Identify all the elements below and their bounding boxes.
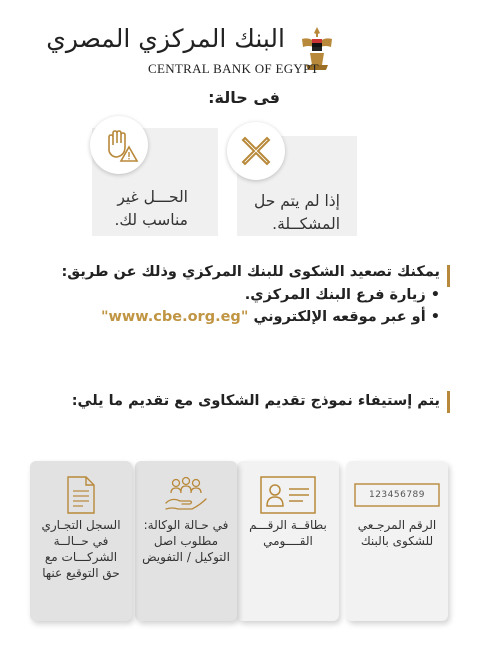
card-text-line: مطلوب اصل (153, 534, 219, 548)
cbe-website-link[interactable]: "www.cbe.org.eg" (100, 309, 249, 325)
card-text-line: في حـالة الوكالة: (143, 518, 229, 532)
bank-name-arabic: البنك المركزي المصري (46, 24, 285, 53)
bullet-text: زيارة فرع البنك المركزي. (244, 287, 426, 303)
requirements-section (72, 393, 440, 409)
card-text-line: السجل التجـاري (41, 518, 121, 532)
case-text-unsuitable (114, 186, 188, 232)
requirement-card-national-id (237, 461, 339, 621)
requirement-card-reference (346, 461, 448, 621)
bullet-text: أو عبر موقعه الإلكتروني (253, 309, 426, 325)
card-text-line: التوكيل / التفويض (142, 550, 230, 564)
card-text-line: الرقم المرجـعي (357, 518, 437, 532)
escalation-heading: يمكنك تصعيد الشكوى للبنك المركزي وذلك عن طريق: (61, 264, 440, 280)
card-text-line: حق التوقيع عنها (42, 566, 120, 580)
hand-warning-icon (99, 125, 139, 165)
card-text (350, 517, 444, 549)
header (0, 0, 480, 85)
case-text-line: مناسب لك. (114, 211, 188, 229)
requirement-card-power-of-attorney (135, 461, 237, 621)
case-text-line: المشكــلة. (272, 215, 340, 233)
bullet-dot: • (425, 287, 440, 303)
card-text (139, 517, 233, 565)
card-icon-wrap (30, 471, 132, 519)
card-icon-wrap (237, 471, 339, 519)
requirement-card-commercial-register (30, 461, 132, 621)
document-icon (64, 475, 98, 515)
escalation-section (62, 264, 441, 328)
requirements-heading: يتم إستيفاء نموذج تقديم الشكاوى مع تقديم ما يلي: (71, 393, 440, 409)
reference-number-text: 123456789 (368, 490, 426, 500)
case-text-line: إذا لم يتم حل (254, 192, 340, 210)
case-icon-circle (90, 116, 148, 174)
card-icon-wrap (346, 471, 448, 519)
card-icon-wrap (135, 471, 237, 519)
card-text-line: في حــالــة (53, 534, 109, 548)
escalation-bullet (62, 306, 441, 328)
bank-name-english: CENTRAL BANK OF EGYPT (148, 61, 319, 76)
card-text-line: للشكوى بالبنك (360, 534, 434, 548)
case-icon-circle (227, 122, 285, 180)
x-mark-icon (239, 134, 273, 168)
section-accent-bar (447, 265, 450, 287)
card-text (241, 517, 335, 549)
section-accent-bar (447, 391, 450, 413)
escalation-bullet (62, 284, 441, 306)
card-text-line: الشركـــات مع (44, 550, 118, 564)
card-text-line: بطاقــة الرقـــم (249, 518, 327, 532)
agency-group-icon (162, 475, 210, 515)
bullet-dot: • (425, 309, 440, 325)
id-card-icon (259, 475, 317, 515)
case-text-line: الحـــل غير (117, 188, 188, 206)
card-text-line: القــــومي (263, 534, 313, 548)
card-text (34, 517, 128, 581)
case-text-unsolved (254, 190, 340, 236)
case-title: فى حالة: (208, 88, 280, 107)
